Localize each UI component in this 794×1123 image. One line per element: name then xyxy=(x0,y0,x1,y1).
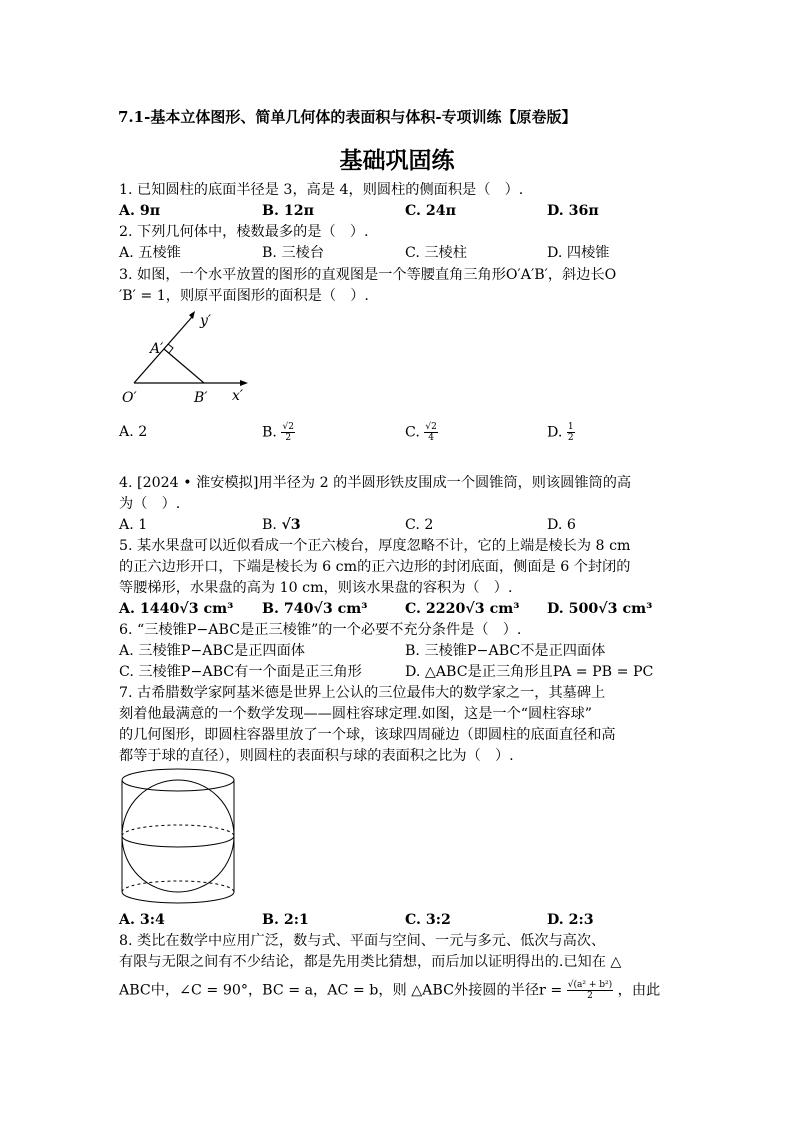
q3-option-c-letter: C. xyxy=(405,424,420,441)
q5-option-d-value: D. 500 xyxy=(547,601,599,617)
sphere-equator-front xyxy=(122,836,234,847)
q3-option-b-letter: B. xyxy=(262,424,277,441)
question-8-text-line2: 有限与无限之间有不少结论，都是先用类比猜想，而后加以证明得出的.已知在 △ xyxy=(119,954,622,970)
question-7-text-line3: 的几何图形，即圆柱容器里放了一个球，该球四周碰边（即圆柱的底面直径和高 xyxy=(119,727,616,743)
q5-option-d: D. 500√3 cm³ xyxy=(547,601,653,617)
q3-option-a: A. 2 xyxy=(119,424,148,440)
q1-option-a: A. 9π xyxy=(119,203,161,219)
question-4-text-line2: 为（ ）. xyxy=(119,496,181,512)
q5-option-b-value: B. 740 xyxy=(262,601,314,617)
q7-option-b: B. 2:1 xyxy=(262,912,309,928)
q2-option-a: A. 五棱锥 xyxy=(119,245,181,261)
q4-option-c: C. 2 xyxy=(405,517,434,533)
q3-option-d-letter: D. xyxy=(547,424,563,441)
q5-option-b: B. 740√3 cm³ xyxy=(262,601,368,617)
q1-option-b: B. 12π xyxy=(262,203,314,219)
question-1-text: 1. 已知圆柱的底面半径是 3，高是 4，则圆柱的侧面积是（ ）. xyxy=(119,182,524,198)
q1-option-c: C. 24π xyxy=(405,203,457,219)
q5-option-c: C. 2220√3 cm³ xyxy=(405,601,520,617)
question-5-text-line3: 等腰梯形，水果盘的高为 10 cm，则该水果盘的容积为（ ）. xyxy=(119,580,513,596)
q4-option-d: D. 6 xyxy=(547,517,576,533)
sphere-equator-back xyxy=(122,825,234,836)
q3-option-b xyxy=(262,422,295,443)
q7-option-d: D. 2:3 xyxy=(547,912,594,928)
question-2-text: 2. 下列几何体中，棱数最多的是（ ）. xyxy=(119,224,369,240)
q3-option-b-fraction: $\frac{√2}{2}$ xyxy=(282,422,294,443)
question-6-text: 6. “三棱锥P−ABC是正三棱锥”的一个必要不充分条件是（ ）. xyxy=(119,622,522,638)
point-b-label: B′ xyxy=(194,390,208,406)
q3-option-d xyxy=(547,422,575,443)
question-7-text-line2: 刻着他最满意的一个数学发现——圆柱容球定理.如图，这是一个“圆柱容球” xyxy=(119,706,593,722)
q1-option-d: D. 36π xyxy=(547,203,599,219)
cylinder-bottom-front xyxy=(122,892,234,903)
q2-option-c: C. 三棱柱 xyxy=(405,245,467,261)
point-a-label: A′ xyxy=(150,341,164,357)
q8-radius-fraction: $\frac{\text{√(a² + b²)}}{2}$ xyxy=(567,980,613,1001)
section-heading: 基础巩固练 xyxy=(339,147,455,174)
q5-option-b-unit: cm³ xyxy=(337,601,368,617)
q8-line3-text: ABC中，∠C = 90°，BC = a，AC = b，则 △ABC外接圆的半径r = xyxy=(119,982,563,999)
q8-line3-tail: ，由此 xyxy=(617,982,661,999)
point-o-label: O′ xyxy=(122,390,137,406)
hypotenuse-a-b xyxy=(164,349,204,383)
y-axis-label: y′ xyxy=(200,313,212,329)
question-8-text-line3 xyxy=(119,980,679,1001)
q7-option-a: A. 3:4 xyxy=(119,912,165,928)
q3-option-c-fraction: $\frac{√2}{4}$ xyxy=(425,422,437,443)
sphere-outline xyxy=(122,780,234,892)
q5-option-d-unit: cm³ xyxy=(622,601,653,617)
q3-option-d-fraction: $\frac{1}{2}$ xyxy=(567,422,574,443)
question-7-text-line1: 7. 古希腊数学家阿基米德是世界上公认的三位最伟大的数学家之一，其墓碑上 xyxy=(119,685,606,701)
document-title: 7.1-基本立体图形、简单几何体的表面积与体积-专项训练【原卷版】 xyxy=(118,108,577,126)
right-angle-mark xyxy=(168,344,173,353)
q5-option-a: A. 1440√3 cm³ xyxy=(119,601,234,617)
cylinder-bottom-back xyxy=(122,881,234,892)
question-7-text-line4: 都等于球的直径），则圆柱的表面积与球的表面积之比为（ ）. xyxy=(119,748,514,764)
q4-option-b-letter: B. xyxy=(262,517,277,533)
x-axis-arrow xyxy=(240,380,248,386)
q5-option-c-value: C. 2220 xyxy=(405,601,466,617)
question-5-text-line2: 的正六边形开口，下端是棱长为 6 cm的正六边形的封闭底面，侧面是 6 个封闭的 xyxy=(119,559,631,575)
question-4-text-line1: 4. [2024 • 淮安模拟]用半径为 2 的半圆形铁皮围成一个圆锥筒，则该圆锥筒的高 xyxy=(119,475,632,491)
oblique-triangle-figure xyxy=(118,305,258,410)
q2-option-b: B. 三棱台 xyxy=(262,245,325,261)
question-3-text-line2: ′B′ = 1，则原平面图形的面积是（ ）. xyxy=(119,288,369,304)
cylinder-sphere-figure xyxy=(118,766,240,908)
q2-option-d: D. 四棱锥 xyxy=(547,245,610,261)
q5-option-c-unit: cm³ xyxy=(489,601,520,617)
q6-option-d: D. △ABC是正三角形且PA = PB = PC xyxy=(405,664,654,680)
q4-option-b: B. √3 xyxy=(262,517,301,533)
question-5-text-line1: 5. 某水果盘可以近似看成一个正六棱台，厚度忽略不计，它的上端是棱长为 8 cm xyxy=(119,538,631,554)
q6-option-a: A. 三棱锥P−ABC是正四面体 xyxy=(119,643,305,659)
q3-option-c xyxy=(405,422,438,443)
q4-option-a: A. 1 xyxy=(119,517,148,533)
q5-option-a-value: A. 1440 xyxy=(119,601,180,617)
x-axis-label: x′ xyxy=(232,388,244,404)
q5-option-a-unit: cm³ xyxy=(203,601,234,617)
y-axis-arrow xyxy=(189,311,195,319)
question-8-text-line1: 8. 类比在数学中应用广泛，数与式、平面与空间、一元与多元、低次与高次、 xyxy=(119,933,606,949)
q6-option-c: C. 三棱锥P−ABC有一个面是正三角形 xyxy=(119,664,362,680)
q6-option-b: B. 三棱锥P−ABC不是正四面体 xyxy=(405,643,606,659)
question-3-text-line1: 3. 如图，一个水平放置的图形的直观图是一个等腰直角三角形O′A′B′，斜边长O xyxy=(119,267,617,283)
q7-option-c: C. 3:2 xyxy=(405,912,451,928)
q4-option-b-radicand: 3 xyxy=(290,517,301,533)
